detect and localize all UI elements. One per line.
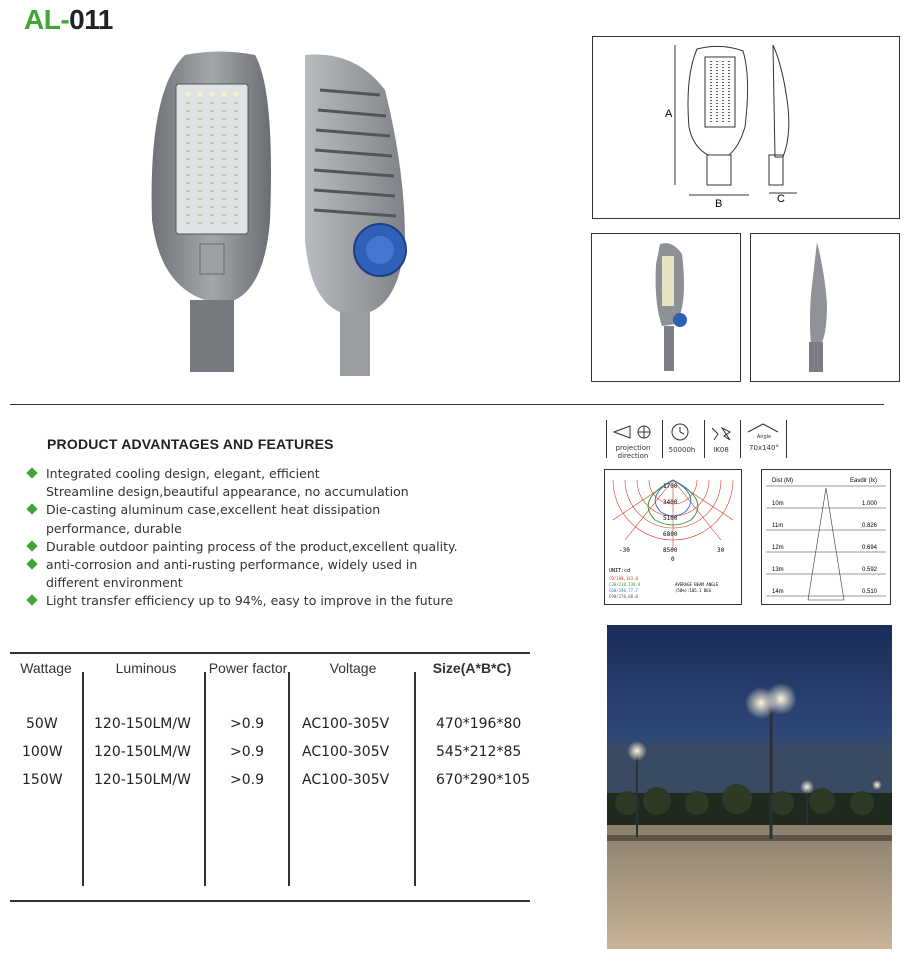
spec-cell: 150W xyxy=(22,772,63,788)
illuminance-col-distance: Dist (M) xyxy=(772,478,793,484)
feature-item xyxy=(28,556,468,592)
spec-header: Power factor xyxy=(208,660,288,676)
illuminance-lux: 0.694 xyxy=(862,545,878,551)
feature-text: Integrated cooling design, elegant, efficient Streamline design,beautiful appearance, no accumulation xyxy=(46,466,409,500)
illuminance-distance: 11m xyxy=(772,523,784,529)
photo-angled-view xyxy=(591,233,741,382)
projection-direction-icon xyxy=(612,424,656,440)
spec-cell: AC100-305V xyxy=(302,744,390,760)
polar-ring-label: 3400 xyxy=(663,499,678,506)
spec-cell: 470*196*80 xyxy=(436,716,522,732)
illuminance-lux: 0.510 xyxy=(862,589,878,595)
polar-ring-label: 8500 xyxy=(663,547,678,554)
spec-cell: >0.9 xyxy=(230,744,264,760)
feature-text: anti-corrosion and anti-rusting performance, widely used in different environment xyxy=(46,557,418,591)
spec-cell: 120-150LM/W xyxy=(94,772,191,788)
feature-item xyxy=(28,465,468,501)
lamp-front-view xyxy=(152,52,271,373)
dimension-label-b: B xyxy=(715,198,723,210)
illuminance-distance: 10m xyxy=(772,501,784,507)
beam-angle-result: (50%):105.1 DEG xyxy=(675,588,712,593)
polar-unit: UNIT:cd xyxy=(609,568,631,574)
illuminance-distance: 14m xyxy=(772,589,784,595)
dimension-label-a: A xyxy=(665,108,673,120)
dimension-label-c: C xyxy=(777,193,785,205)
dimension-drawing xyxy=(593,37,899,218)
spec-cell: AC100-305V xyxy=(302,716,390,732)
impact-resistance-icon xyxy=(710,424,734,442)
spec-cell: 120-150LM/W xyxy=(94,716,191,732)
beam-angle-icon xyxy=(746,422,780,434)
features-heading: PRODUCT ADVANTAGES AND FEATURES xyxy=(47,436,334,452)
diamond-bullet-icon xyxy=(26,504,37,515)
spec-table xyxy=(10,652,530,902)
spec-icon-strip xyxy=(606,420,788,460)
photo-side-view xyxy=(750,233,900,382)
polar-distribution-chart xyxy=(604,469,742,605)
illuminance-diagram xyxy=(761,469,891,605)
polar-legend-item: C0/180,143.8 xyxy=(609,576,638,581)
diamond-bullet-icon xyxy=(26,595,37,606)
lifetime-label: 50000h xyxy=(668,446,696,454)
feature-item xyxy=(28,592,468,610)
feature-item xyxy=(28,538,468,556)
diamond-bullet-icon xyxy=(26,467,37,478)
projection-direction-label: projection direction xyxy=(615,444,651,460)
illuminance-distance: 13m xyxy=(772,567,784,573)
feature-text: Die-casting aluminum case,excellent heat dissipation performance, durable xyxy=(46,502,381,536)
diamond-bullet-icon xyxy=(26,558,37,569)
polar-angle-left: -30 xyxy=(619,547,630,554)
spec-cell: 545*212*85 xyxy=(436,744,522,760)
illuminance-lux: 0.592 xyxy=(862,567,878,573)
spec-header: Size(A*B*C) xyxy=(432,660,512,676)
spec-header: Voltage xyxy=(329,660,377,676)
spec-cell: AC100-305V xyxy=(302,772,390,788)
feature-item xyxy=(28,501,468,537)
polar-angle-zero: 0 xyxy=(671,556,675,563)
polar-legend-item: C90/270,68.0 xyxy=(609,594,638,599)
angle-caption: Angle xyxy=(756,434,772,440)
spec-cell: 120-150LM/W xyxy=(94,744,191,760)
polar-legend-item: C60/240,77.7 xyxy=(609,588,638,593)
product-photo-front-back xyxy=(140,50,440,380)
polar-legend-item: C30/210,130.9 xyxy=(609,582,641,587)
spec-cell: 50W xyxy=(26,716,58,732)
polar-ring-label: 1700 xyxy=(663,483,678,490)
features-list xyxy=(28,465,468,611)
beam-angle-title: AVERAGE BEAM ANGLE xyxy=(675,582,719,587)
product-code-prefix: AL- xyxy=(24,4,70,35)
spec-header: Luminous xyxy=(115,660,177,676)
spec-cell: 100W xyxy=(22,744,63,760)
spec-header: Wattage xyxy=(20,660,72,676)
feature-text: Durable outdoor painting process of the product,excellent quality. xyxy=(46,538,458,554)
spec-cell: >0.9 xyxy=(230,716,264,732)
spec-cell: >0.9 xyxy=(230,772,264,788)
dimension-drawing-frame xyxy=(592,36,900,219)
spec-cell: 670*290*105 xyxy=(436,772,531,788)
illuminance-distance: 12m xyxy=(772,545,784,551)
application-photo-parking-lot xyxy=(607,625,892,949)
lamp-back-view xyxy=(305,54,406,376)
feature-text: Light transfer efficiency up to 94%, easy to improve in the future xyxy=(46,593,454,609)
illuminance-col-lux: Eavdir (lx) xyxy=(850,478,878,484)
product-code-title xyxy=(24,4,113,36)
product-code-number: 011 xyxy=(69,4,113,35)
ik-rating-label: IK08 xyxy=(713,446,729,454)
section-divider xyxy=(10,404,884,405)
illuminance-lux: 0.826 xyxy=(862,523,878,529)
polar-ring-label: 6800 xyxy=(663,531,678,538)
clock-icon xyxy=(668,422,692,442)
diamond-bullet-icon xyxy=(26,540,37,551)
polar-ring-label: 5100 xyxy=(663,515,678,522)
illuminance-lux: 1.000 xyxy=(862,501,878,507)
polar-angle-right: 30 xyxy=(717,547,725,554)
beam-angle-value: 70x140° xyxy=(749,444,779,452)
